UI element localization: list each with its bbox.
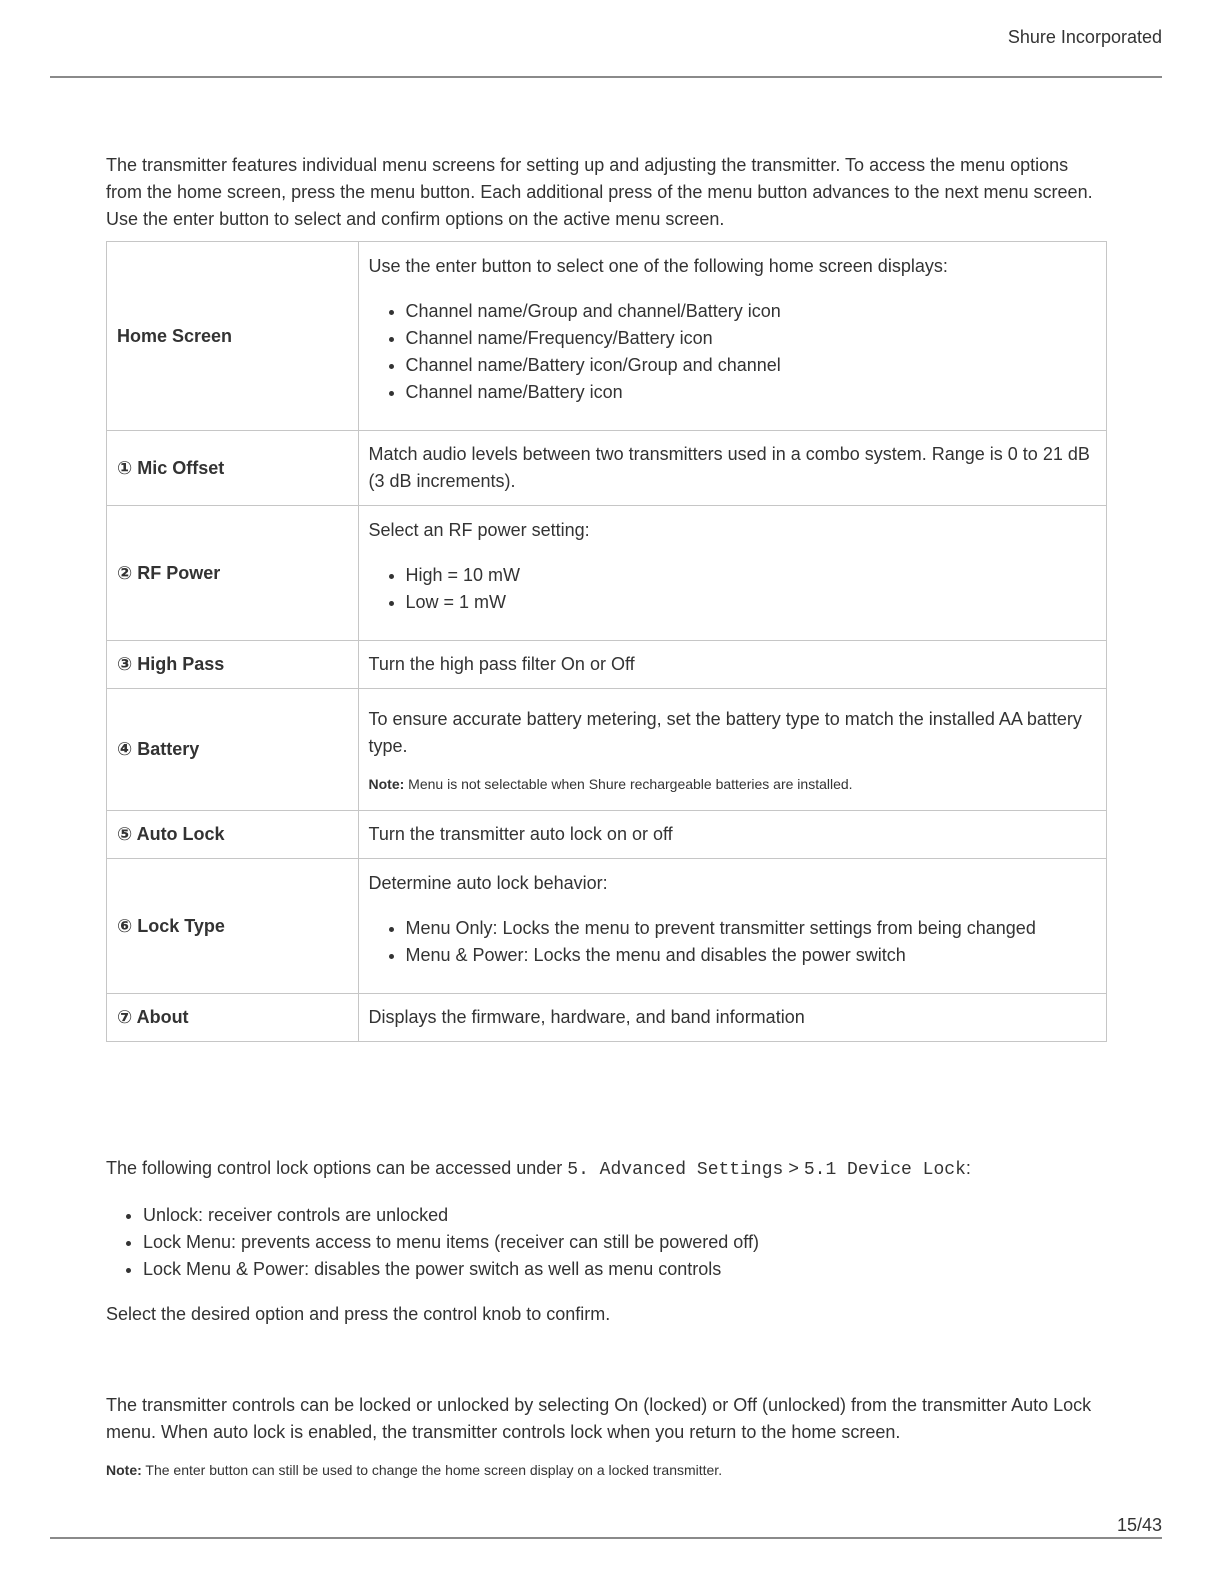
row-text: Use the enter button to select one of the following home screen displays:	[368, 255, 948, 276]
list-item: • Channel name/Group and channel/Battery icon	[406, 298, 1097, 325]
intro-paragraph: The transmitter features individual menu screens for setting up and adjusting the transmitter. To access the menu options from the home screen, press the menu button. Each additional press of the menu button advances to the next menu screen. Use the enter button to select and confirm options on the active menu screen.	[106, 155, 1093, 229]
header-rule	[50, 76, 1162, 78]
row-description: Turn the transmitter auto lock on or off	[358, 811, 1107, 859]
battery-note	[369, 774, 1097, 794]
row-text: To ensure accurate battery metering, set the battery type to match the installed AA battery type.	[368, 708, 1082, 756]
row-description: Turn the high pass filter On or Off	[358, 641, 1107, 689]
row-label: ④ Battery	[107, 689, 359, 811]
control-lock-outro: Select the desired option and press the control knob to confirm.	[106, 1304, 611, 1324]
row-description	[358, 689, 1107, 811]
table-row-about	[107, 994, 1107, 1042]
row-label: Home Screen	[107, 242, 359, 431]
row-label: ⑦ About	[107, 994, 359, 1042]
table-row-rf-power	[107, 506, 1107, 641]
auto-lock-note	[106, 1460, 1106, 1480]
home-screen-options-list	[369, 298, 1097, 406]
note-label: Note:	[106, 1462, 142, 1478]
menu-path-device-lock: 5.1 Device Lock	[803, 1160, 966, 1180]
row-text: Determine auto lock behavior:	[368, 872, 608, 893]
table-row-home-screen	[107, 242, 1107, 431]
row-label: ③ High Pass	[107, 641, 359, 689]
row-text: Select an RF power setting:	[368, 519, 590, 540]
table-row-high-pass	[107, 641, 1107, 689]
row-description	[358, 242, 1107, 431]
row-label: ⑤ Auto Lock	[107, 811, 359, 859]
list-item: • High = 10 mW	[406, 562, 1097, 589]
rf-power-options-list	[369, 562, 1097, 616]
table-row-mic-offset	[107, 431, 1107, 506]
row-label: ⑥ Lock Type	[107, 859, 359, 994]
note-label: Note:	[368, 775, 405, 792]
list-item: • Low = 1 mW	[406, 589, 1097, 616]
note-text: Menu is not selectable when Shure rechargeable batteries are installed.	[404, 775, 853, 792]
intro-suffix: :	[965, 1158, 971, 1178]
list-item: • Channel name/Battery icon/Group and channel	[406, 352, 1097, 379]
row-label: ② RF Power	[107, 506, 359, 641]
lock-type-options-list	[369, 915, 1097, 969]
auto-lock-section	[106, 1392, 1106, 1480]
list-item: • Menu & Power: Locks the menu and disables the power switch	[406, 942, 1097, 969]
list-item: • Lock Menu & Power: disables the power switch as well as menu controls	[143, 1256, 1106, 1283]
header-company-name: Shure Incorporated	[1007, 27, 1162, 47]
footer-rule	[50, 1537, 1162, 1539]
list-item: • Channel name/Battery icon	[406, 379, 1097, 406]
control-lock-section	[106, 1155, 1106, 1328]
control-lock-options-list	[106, 1202, 1106, 1283]
table-row-lock-type	[107, 859, 1107, 994]
table-row-auto-lock	[107, 811, 1107, 859]
menu-table	[106, 241, 1107, 1042]
row-description	[358, 859, 1107, 994]
intro-prefix: The following control lock options can be accessed under	[106, 1158, 568, 1178]
row-label: ① Mic Offset	[107, 431, 359, 506]
list-item: • Unlock: receiver controls are unlocked	[143, 1202, 1106, 1229]
row-description	[358, 506, 1107, 641]
page-number: 15/43	[1116, 1515, 1162, 1535]
control-lock-intro	[106, 1155, 1106, 1184]
list-item: • Lock Menu: prevents access to menu items (receiver can still be powered off)	[143, 1229, 1106, 1256]
list-item: • Channel name/Frequency/Battery icon	[406, 325, 1097, 352]
row-description: Displays the firmware, hardware, and band information	[358, 994, 1107, 1042]
list-item: • Menu Only: Locks the menu to prevent transmitter settings from being changed	[406, 915, 1097, 942]
menu-path-advanced-settings: 5. Advanced Settings	[567, 1160, 784, 1180]
row-description: Match audio levels between two transmitters used in a combo system. Range is 0 to 21 dB (3 dB increments).	[358, 431, 1107, 506]
note-text: The enter button can still be used to change the home screen display on a locked transmitter.	[141, 1462, 723, 1478]
path-separator: >	[783, 1158, 804, 1178]
table-row-battery	[107, 689, 1107, 811]
auto-lock-text: The transmitter controls can be locked or unlocked by selecting On (locked) or Off (unlocked) from the transmitter Auto Lock menu. When auto lock is enabled, the transmitter controls lock when you return to the home screen.	[106, 1395, 1092, 1442]
